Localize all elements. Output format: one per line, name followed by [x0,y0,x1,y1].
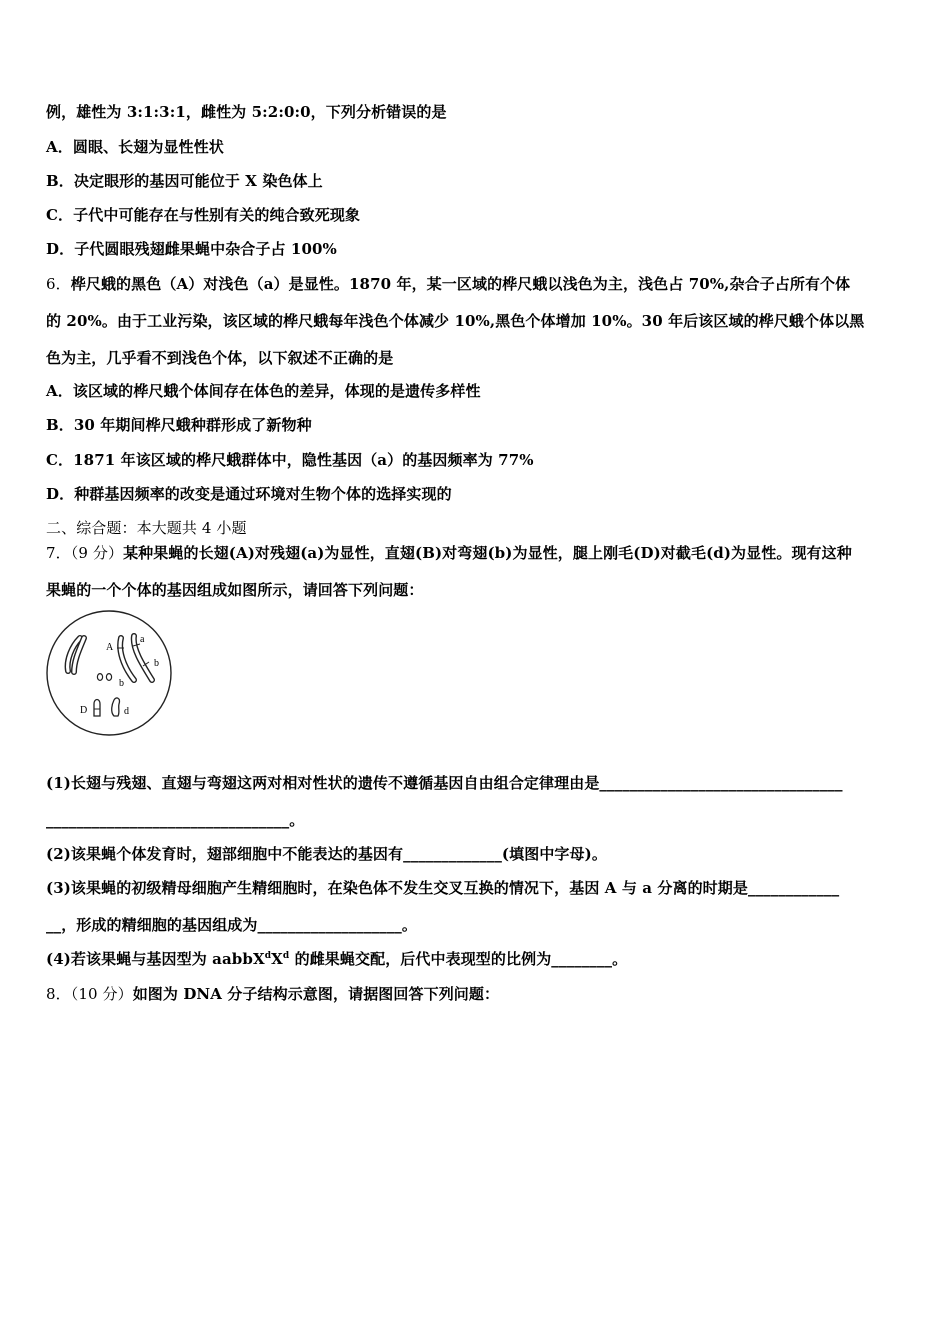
q8-number: 8．（10 分） [46,985,133,1003]
q5-stem-tail: 例，雄性为 3:1:3:1，雌性为 5:2:0:0，下列分析错误的是 [46,103,447,121]
q6-stem-line-3: 色为主，几乎看不到浅色个体，以下叙述不正确的是 [46,349,394,367]
q7-stem-line-2: 果蝇的一个个体的基因组成如图所示，请回答下列问题： [46,581,424,599]
x-chromosome [94,700,100,717]
q7-sub2: (2)该果蝇个体发育时，翅部细胞中不能表达的基因有_____________(填图中字母)。 [46,845,607,863]
gene-label-D: D [80,705,88,716]
q5-option-b: B．决定眼形的基因可能位于 X 染色体上 [46,172,323,190]
q7-sub1-line-1: (1)长翅与残翅、直翅与弯翅这两对相对性状的遗传不遵循基因自由组合定律理由是________________________________ [46,774,843,792]
q5-option-c: C．子代中可能存在与性别有关的纯合致死现象 [46,206,361,224]
y-chromosome [112,698,120,716]
q7-number: 7．（9 分） [46,544,124,562]
q5-option-d: D．子代圆眼残翅雌果蝇中杂合子占 100% [46,240,337,258]
section-heading: 二、综合题：本大题共 4 小题 [46,519,247,537]
q6-option-a: A．该区域的桦尺蛾个体间存在体色的差异，体现的是遗传多样性 [46,382,481,400]
gene-label-a: a [140,634,145,645]
q7-stem-line-1: 7．（9 分）某种果蝇的长翅(A)对残翅(a)为显性，直翅(B)对弯翅(b)为显性，腿上刚毛(D)对截毛(d)为显性。现有这种 [46,544,852,562]
cell-chromosome-figure [46,608,176,738]
gene-label-A: A [106,642,114,653]
q5-option-a: A．圆眼、长翅为显性性状 [46,138,224,156]
dot-chromosome-1 [97,674,102,681]
q6-number: 6． [46,275,71,293]
q7-sub1-line-2: ________________________________。 [46,811,305,829]
q6-option-d: D．种群基因频率的改变是通过环境对生物个体的选择实现的 [46,485,452,503]
gene-label-b-right: b [154,658,159,669]
q7-sub3-line-1: (3)该果蝇的初级精母细胞产生精细胞时，在染色体不发生交叉互换的情况下，基因 A 与 a 分离的时期是____________ [46,879,840,897]
dot-chromosome-2 [106,674,111,681]
q6-stem-line-2: 的 20%。由于工业污染，该区域的桦尺蛾每年浅色个体减少 10%,黑色个体增加 10%。30 年后该区域的桦尺蛾个体以黑 [46,312,865,330]
q6-option-c: C．1871 年该区域的桦尺蛾群体中，隐性基因（a）的基因频率为 77% [46,451,534,469]
q7-sub3-line-2: __，形成的精细胞的基因组成为___________________。 [46,916,418,934]
q8-stem: 8．（10 分）如图为 DNA 分子结构示意图，请据图回答下列问题： [46,985,500,1003]
q7-sub4: (4)若该果蝇与基因型为 $aabbX^dX^d$ 的雌果蝇交配，后代中表现型的比例为________。 [46,950,628,968]
gene-label-d: d [124,706,129,717]
q6-option-b: B．30 年期间桦尺蛾种群形成了新物种 [46,416,312,434]
q6-stem-line-1: 6．桦尺蛾的黑色（A）对浅色（a）是显性。1870 年，某一区域的桦尺蛾以浅色为主，浅色占 70%,杂合子占所有个体 [46,275,851,293]
gene-label-b-small: b [119,678,124,689]
